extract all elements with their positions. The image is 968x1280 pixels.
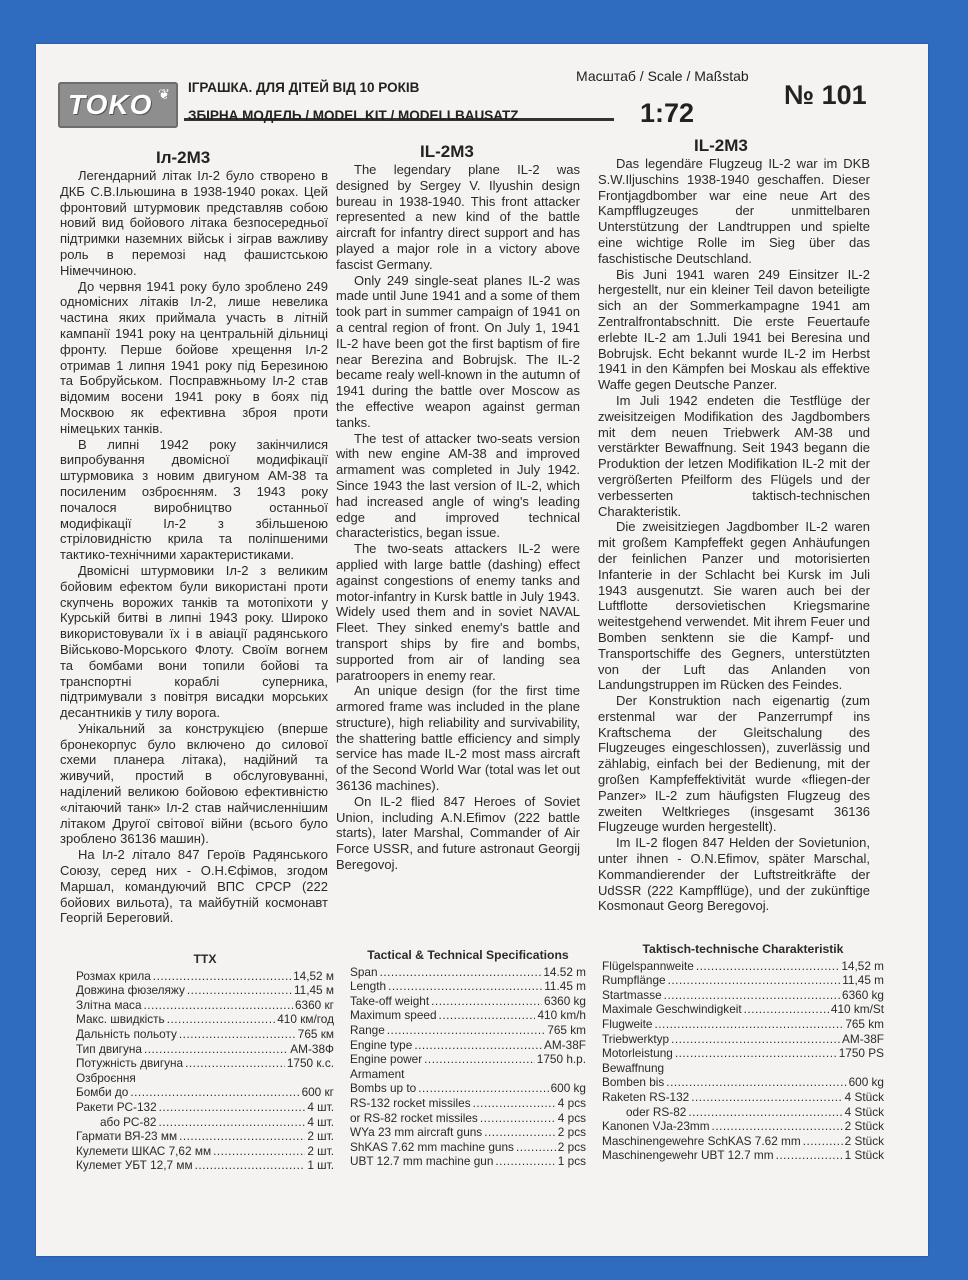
spec-value: 2 шт.	[307, 1143, 334, 1158]
brand-name: TOKO	[68, 89, 153, 120]
bird-icon: ❦	[158, 86, 170, 102]
spec-row	[350, 1140, 586, 1155]
leader-dots	[418, 1081, 548, 1096]
german-text	[598, 156, 870, 914]
spec-value: 4 pcs	[557, 1110, 586, 1125]
spec-row	[602, 1075, 884, 1090]
spec-row	[350, 1067, 586, 1082]
paragraph: Легендарний літак Іл-2 було створено в ДКБ С.В.Ільюшина в 1938-1940 роках. Цей фронтовий штурмовик представляв собою новий вид бойового літака безпосередньої підтримки наземних військ і зіграв важливу роль в перемозі над фашистською Німеччиною.	[60, 168, 328, 278]
paragraph: До червня 1941 року було зроблено 249 одномісних літаків Іл-2, лише невелика частина яких приймала участь в літній кампанії 1941 року на центральній дільниці фронту. Перше бойове хрещення Іл-2 отримав 1 липня 1941 року під Березиною та Бобруйськом. Посправжньому Іл-2 став відомим восени 1941 року в боях під Москвою як ефективна зброя проти німецьких танків.	[60, 278, 328, 436]
leader-dots	[159, 1100, 306, 1115]
leader-dots	[516, 1140, 556, 1155]
spec-name: Motorleistung	[602, 1046, 673, 1061]
paragraph: An unique design (for the first time armored frame was included in the plane structure), high reliability and survivability, the shattering battle efficiency and simply service has made IL-2 most mass aircraft of the Second World War (total was let out 36136 machines).	[336, 683, 580, 794]
spec-value: 14,52 m	[841, 958, 884, 973]
spec-row	[602, 988, 884, 1003]
spec-row	[76, 1144, 334, 1159]
spec-row	[602, 973, 884, 988]
paragraph: The legendary plane IL-2 was designed by Sergey V. Ilyushin design bureau in 1938-1940. This front attacker represented a new kind of the battle aircraft for infantry direct support and has played a major role in a victory above fascist Germany.	[336, 162, 580, 272]
spec-value: 11,45 m	[842, 973, 884, 988]
ukrainian-text	[60, 168, 328, 926]
spec-name: Bewaffnung	[602, 1060, 665, 1075]
spec-value: 1750 к.с.	[286, 1056, 334, 1071]
spec-rows	[350, 965, 586, 1169]
spec-name: Maschinengewehr UBT 12.7 mm	[602, 1148, 774, 1163]
spec-row	[350, 1023, 586, 1038]
spec-value: 765 km	[845, 1016, 884, 1031]
spec-value: 14.52 m	[543, 964, 586, 979]
leader-dots	[675, 1046, 837, 1061]
paragraph: Двомісні штурмовики Іл-2 з великим бойовим ефектом були використані проти скупчень ворожих танків та мотопіхоти у Курській битві в липні 1943 року. Широко використовували їх і в авіації радянського Військово-Морського Флоту. Своїм вогнем та бомбами вони топили бойові та транспортні кораблі суперника, підтримували з повітря висадки морських десантників у тилу ворога.	[60, 562, 328, 721]
spec-value: 2 pcs	[557, 1125, 586, 1140]
spec-value: 765 km	[547, 1022, 586, 1037]
kit-number: № 101	[784, 80, 867, 110]
spec-value: 410 км/год	[277, 1012, 334, 1027]
leader-dots	[388, 979, 542, 994]
spec-row	[602, 1090, 884, 1105]
leader-dots	[187, 983, 292, 998]
spec-name: або РС-82	[100, 1114, 157, 1129]
leader-dots	[473, 1096, 556, 1111]
spec-value: 1750 PS	[838, 1046, 884, 1061]
spec-name: Kanonen VJa-23mm	[602, 1119, 710, 1134]
spec-rows	[76, 969, 334, 1173]
spec-title: Tactical & Technical Specifications	[367, 948, 569, 962]
spec-row	[76, 1085, 334, 1100]
spec-row	[602, 1119, 884, 1134]
spec-row	[350, 979, 586, 994]
spec-value: 6360 кг	[295, 997, 334, 1012]
paragraph: На Іл-2 літало 847 Героїв Радянського Союзу, серед них - О.Н.Єфімов, згодом Маршал, командуючий ВПС СРСР (222 бойових вильота), та майбутній космонавт Георгій Береговий.	[60, 847, 328, 926]
leader-dots	[712, 1119, 843, 1134]
spec-name: Тип двигуна	[76, 1041, 142, 1056]
spec-name: Triebwerktyp	[602, 1031, 670, 1046]
scale-label: Масштаб / Scale / Maßstab	[576, 68, 749, 84]
leader-dots	[179, 1027, 296, 1042]
leader-dots	[688, 1105, 842, 1120]
paragraph: Bis Juni 1941 waren 249 Einsitzer IL-2 hergestellt, nur ein kleiner Teil davon beteiligte sich an der Sommerkampagne 1941 am Zentralfrontabschnitt. Die erste Feuertaufe erlebte IL-2 am 1.Juli 1941 bei Beresina und Bobrujsk. Echt bekannt wurde IL-2 im Herbst 1941 in den Kämpfen bei Moskau als effektive Waffe gegen Deutsche Panzer.	[598, 266, 870, 393]
spec-name: Bomben bis	[602, 1075, 665, 1090]
leader-dots	[664, 988, 840, 1003]
leader-dots	[213, 1144, 305, 1159]
ukrainian-spec-table	[76, 952, 334, 1173]
spec-value: 600 kg	[848, 1075, 884, 1090]
spec-name: Потужність двигуна	[76, 1056, 184, 1071]
spec-row	[602, 959, 884, 974]
spec-name: Engine power	[350, 1052, 423, 1067]
age-warning: ІГРАШКА. ДЛЯ ДІТЕЙ ВІД 10 РОКІВ	[188, 80, 420, 95]
leader-dots	[691, 1090, 842, 1105]
german-spec-table	[602, 942, 884, 1163]
spec-name: Кулемет УБТ 12,7 мм	[76, 1158, 193, 1173]
leader-dots	[380, 965, 542, 980]
spec-value: 600 kg	[550, 1081, 586, 1096]
leader-dots	[666, 1075, 846, 1090]
leader-dots	[179, 1129, 305, 1144]
spec-value: 4 шт.	[307, 1114, 334, 1129]
ukrainian-title: Іл-2М3	[156, 148, 211, 167]
spec-name: Bombs up to	[350, 1081, 417, 1096]
spec-name: Length	[350, 979, 387, 994]
paragraph: Das legendäre Flugzeug IL-2 war im DKB S.W.Iljuschins 1938-1940 geschaffen. Dieser Frontjagdbomber war eine neue Art des Kampfflugzeuges der unmittelbaren Unterstützung der Landtruppen und spielte eine wichtige Rolle im Sieg über das faschistische Deutschland.	[598, 156, 870, 266]
spec-value: 14,52 м	[293, 968, 334, 983]
spec-name: Span	[350, 964, 378, 979]
spec-name: Armament	[350, 1066, 405, 1081]
spec-row	[350, 1052, 586, 1067]
spec-value: 2 шт.	[307, 1129, 334, 1144]
leader-dots	[439, 1008, 536, 1023]
english-text	[336, 162, 580, 873]
spec-value: 2 Stück	[844, 1133, 884, 1148]
paragraph: Унікальний за конструкцією (вперше бронекорпус було включено до силової схеми планера літака), надійний та живучий, простий в обслуговуванні, наділений великою бойовою ефективністю «літаючий танк» Іл-2 став найчисленнішим літаком Другої світової війни (всього було зроблено 36136 машин).	[60, 720, 328, 847]
spec-value: 765 км	[297, 1026, 334, 1041]
spec-value: 4 Stück	[844, 1104, 884, 1119]
spec-row	[350, 1038, 586, 1053]
spec-name: UBT 12.7 mm machine gun	[350, 1154, 494, 1169]
spec-row	[76, 1027, 334, 1042]
leader-dots	[744, 1002, 829, 1017]
leader-dots	[167, 1012, 276, 1027]
spec-value: 6360 kg	[842, 987, 884, 1002]
spec-row	[350, 1154, 586, 1169]
german-title: IL-2M3	[694, 136, 748, 155]
spec-name: Довжина фюзеляжу	[76, 983, 185, 998]
spec-row	[76, 1071, 334, 1086]
paragraph: Im Juli 1942 endeten die Testflüge der zweisitzeigen Modifikation des Jagdbombers mit dem neuen Triebwerk AM-38 und verstärkter Bewaffnung. Seit 1943 begann die Produktion der letzen Modifikation IL-2 mit der vergrößerten Pfeilform des Flügels und der verbesserten taktisch-technischen Charakteristik.	[598, 392, 870, 519]
leader-dots	[668, 973, 841, 988]
spec-value: 4 Stück	[844, 1089, 884, 1104]
spec-value: 1 pcs	[557, 1154, 586, 1169]
leader-dots	[195, 1158, 306, 1173]
paragraph: On IL-2 flied 847 Heroes of Soviet Union, including A.N.Efimov (222 battle starts), later Marshal, Commander of Air Force USSR, and future astronaut Georgij Beregovoj.	[336, 793, 580, 873]
spec-name: Flugweite	[602, 1016, 653, 1031]
leader-dots	[144, 998, 293, 1013]
spec-value: 600 кг	[301, 1085, 334, 1100]
paragraph: Only 249 single-seat planes IL-2 was made until June 1941 and a some of them took part in summer campaign of 1941 on a central region of front. On July 1, 1941 IL-2 have been got the first baptism of fire near Berezina and Bobrujsk. The IL-2 became realy well-known in the autumn of 1941 during the battle over Moscow as the effective weapon against german tanks.	[336, 272, 580, 430]
spec-name: Бомби до	[76, 1085, 129, 1100]
leader-dots	[431, 994, 542, 1009]
leader-dots	[696, 959, 840, 974]
spec-value: AM-38F	[544, 1037, 586, 1052]
spec-value: АМ-38Ф	[290, 1041, 334, 1056]
leader-dots	[671, 1032, 840, 1047]
spec-title: Taktisch-technische Charakteristik	[642, 942, 844, 956]
spec-row	[350, 965, 586, 980]
spec-row	[602, 1061, 884, 1076]
spec-row	[350, 994, 586, 1009]
scale-value: 1:72	[640, 98, 695, 128]
spec-value: AM-38F	[842, 1031, 884, 1046]
spec-row	[602, 1134, 884, 1149]
spec-name: oder RS-82	[626, 1104, 687, 1119]
spec-name: Озброєння	[76, 1070, 136, 1085]
spec-name: Flügelspannweite	[602, 958, 694, 973]
spec-name: Maximale Geschwindigkeit	[602, 1002, 742, 1017]
spec-name: Rumpflänge	[602, 973, 666, 988]
spec-row	[76, 969, 334, 984]
spec-title: ТТХ	[193, 952, 217, 966]
paragraph: The two-seats attackers IL-2 were applied with large battle (dashing) effect against congestions of enemy tanks and motor-infantry in Kursk battle in July 1943. Widely used them and in soviet NAVAL Fleet. They sinked enemy's battle and transport ships by fire and bombs, supported from air of landing sea paratroopers in enemy rear.	[336, 541, 580, 683]
spec-name: or RS-82 rocket missiles	[350, 1110, 478, 1125]
leader-dots	[414, 1038, 542, 1053]
spec-name: ShKAS 7.62 mm machine guns	[350, 1139, 514, 1154]
spec-value: 11,45 м	[293, 983, 334, 998]
spec-row	[350, 1081, 586, 1096]
paragraph: Die zweisitziegen Jagdbomber IL-2 waren mit großem Kampfeffekt gegen Anhäufungen der feinlichen Panzer und motorisierten Infanterie in der Schlacht bei Kursk im Juli 1943 ausgenutzt. Sie waren auch bei der Luftflotte dersovietischen Kriegsmarine weitestgehend verwendet. Mit ihrem Feuer und Bomben senktenn sie die Kampf- und Transportschiffe des Gegners, unterstützten von der Luft das Anlanden von Landungstruppen im Rücken des Feindes.	[598, 519, 870, 693]
spec-name: RS-132 rocket missiles	[350, 1095, 471, 1110]
brand-logo	[58, 82, 178, 128]
spec-value: 4 шт.	[307, 1099, 334, 1114]
spec-name: Startmasse	[602, 987, 662, 1002]
spec-row	[350, 1008, 586, 1023]
spec-name: Maschinengewehre SchKAS 7.62 mm	[602, 1133, 801, 1148]
english-title: IL-2M3	[420, 142, 474, 161]
leader-dots	[387, 1023, 546, 1038]
spec-value: 2 Stück	[844, 1119, 884, 1134]
spec-name: Maximum speed	[350, 1008, 437, 1023]
english-spec-table	[350, 948, 586, 1169]
spec-row	[76, 1012, 334, 1027]
spec-row	[76, 998, 334, 1013]
spec-name: Злітна маса	[76, 997, 142, 1012]
spec-row	[602, 1032, 884, 1047]
leader-dots	[185, 1056, 285, 1071]
spec-name: WYa 23 mm aircraft guns	[350, 1125, 483, 1140]
spec-name: Дальність польоту	[76, 1026, 177, 1041]
spec-value: 6360 kg	[544, 993, 586, 1008]
spec-row	[76, 1042, 334, 1057]
leader-dots	[480, 1111, 556, 1126]
spec-value: 11.45 m	[544, 979, 586, 994]
spec-row	[350, 1125, 586, 1140]
kit-type: ЗБІРНА МОДЕЛЬ / MODEL KIT / MODELLBAUSATZ	[188, 108, 519, 123]
spec-row	[76, 1129, 334, 1144]
spec-name: Range	[350, 1022, 385, 1037]
leader-dots	[130, 1085, 299, 1100]
spec-row	[76, 1056, 334, 1071]
spec-name: Гармати ВЯ-23 мм	[76, 1129, 178, 1144]
spec-name: Макс. швидкість	[76, 1012, 165, 1027]
leader-dots	[424, 1052, 535, 1067]
spec-row	[76, 1100, 334, 1115]
paragraph: Der Konstruktion nach eigenartig (zum erstenmal war der Panzerrumpf ins Kraftschema der Gleitschalung des Flugzeuges eingeschlossen), zuverlässig und zählabig, einfach bei der Bedienung, mit der großen Kampfeffektivität wurde «fliegen-der Panzer» IL-2 zum häufigsten Flugzeug des zweiten Weltkrieges (insgesamt 36136 Flugzeuge wurden hergestellt).	[598, 693, 870, 835]
spec-name: Engine type	[350, 1037, 413, 1052]
paragraph: В липні 1942 року закінчилися випробування двомісної модифікації штурмовика з новим двигуном АМ-38 та посиленим озброєнням. З 1943 року почалося виробництво останньої модифікації Іл-2 з збільшеною стріловидністю крила та поліпшеними тактико-технічними характеристиками.	[60, 436, 328, 563]
leader-dots	[144, 1042, 288, 1057]
spec-row	[350, 1096, 586, 1111]
paragraph: Im IL-2 flogen 847 Helden der Sovietunion, unter ihnen - O.N.Efimov, später Marschal, Kommandierender der Luftstreitkräfte der UdSSR (222 Kampfflüge), und der zukünftige Kosmonaut Georg Beregovoj.	[598, 835, 870, 914]
spec-value: 4 pcs	[557, 1095, 586, 1110]
leader-dots	[776, 1148, 843, 1163]
spec-row	[602, 1002, 884, 1017]
paragraph: The test of attacker two-seats version with new engine AM-38 and improved armament was completed in July 1942. Since 1943 the last version of IL-2, which had increased angle of wing's leading edge and improved technical characteristics, began issue.	[336, 430, 580, 541]
spec-row	[602, 1017, 884, 1032]
spec-value: 1750 h.p.	[536, 1052, 586, 1067]
spec-row	[76, 983, 334, 998]
spec-name: Кулемети ШКАС 7,62 мм	[76, 1143, 212, 1158]
spec-name: Розмах крила	[76, 968, 151, 983]
spec-rows	[602, 959, 884, 1163]
spec-value: 2 pcs	[557, 1139, 586, 1154]
spec-row	[350, 1111, 586, 1126]
spec-row	[602, 1046, 884, 1061]
leader-dots	[655, 1017, 844, 1032]
leader-dots	[803, 1134, 843, 1149]
spec-row	[76, 1115, 334, 1130]
spec-value: 1 шт.	[307, 1158, 334, 1173]
instruction-sheet	[36, 44, 928, 1256]
spec-name: Raketen RS-132	[602, 1089, 690, 1104]
spec-value: 1 Stück	[844, 1148, 884, 1163]
leader-dots	[158, 1115, 305, 1130]
spec-row	[602, 1148, 884, 1163]
spec-name: Take-off weight	[350, 993, 430, 1008]
spec-name: Ракети РС-132	[76, 1099, 157, 1114]
spec-row	[602, 1105, 884, 1120]
leader-dots	[484, 1125, 556, 1140]
spec-row	[76, 1158, 334, 1173]
spec-value: 410 km/St	[830, 1002, 884, 1017]
leader-dots	[495, 1154, 555, 1169]
leader-dots	[153, 969, 291, 984]
spec-value: 410 km/h	[537, 1008, 586, 1023]
